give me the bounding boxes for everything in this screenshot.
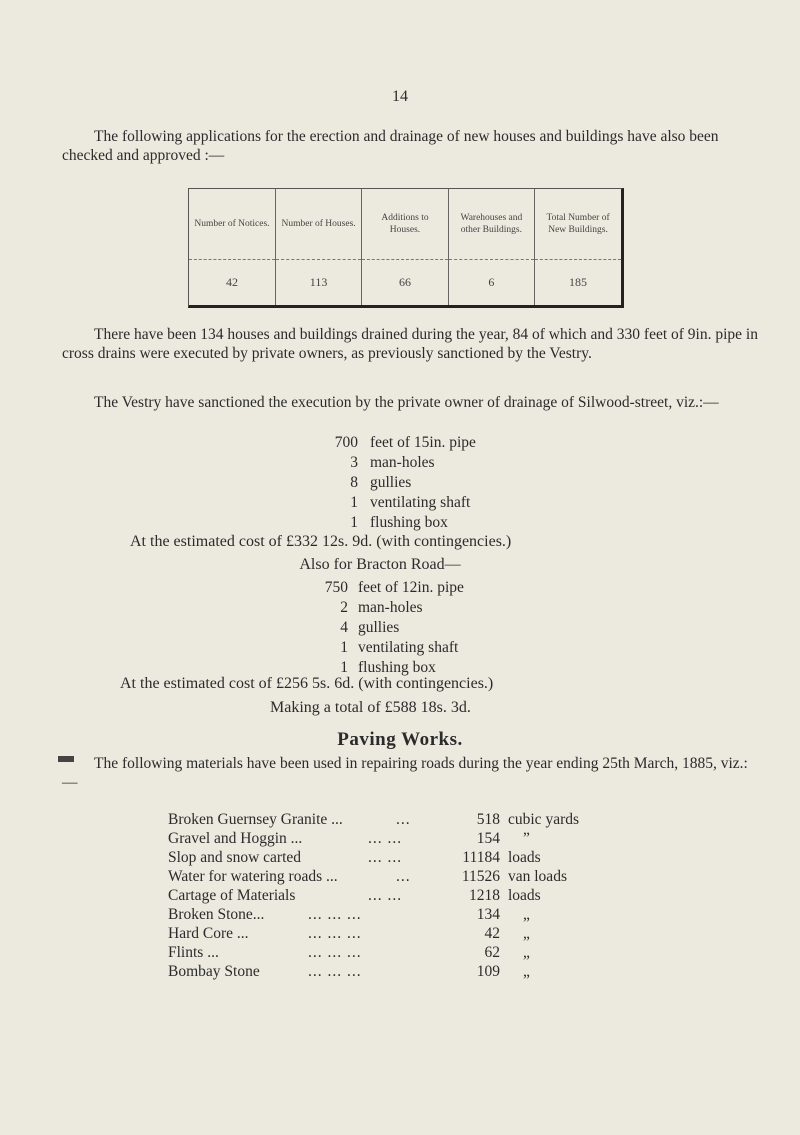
material-name: Slop and snow carted — [168, 849, 302, 866]
value-notices: 42 — [189, 260, 275, 306]
material-unit: „ — [523, 944, 530, 961]
leader-dots: ... — [396, 868, 411, 885]
material-name: Water for watering roads ... — [168, 868, 338, 885]
material-name: Broken Stone... — [168, 906, 265, 923]
material-value: 154 — [476, 830, 500, 847]
list-item — [168, 849, 668, 868]
list-item — [0, 578, 800, 597]
list-item — [168, 830, 668, 849]
material-value: 62 — [484, 944, 500, 961]
list-item — [0, 473, 800, 492]
material-value: 134 — [476, 906, 500, 923]
material-unit: „ — [523, 906, 530, 923]
value-additions: 66 — [362, 260, 448, 306]
header-houses: Number of Houses. — [275, 189, 361, 260]
item-description: feet of 15in. pipe — [370, 434, 476, 451]
item-quantity: 4 — [340, 619, 348, 636]
leader-dots: ... ... ... — [308, 906, 362, 923]
total-line: Making a total of £588 18s. 3d. — [270, 699, 471, 716]
material-value: 109 — [476, 963, 500, 980]
leader-dots: ... ... ... — [308, 963, 362, 980]
item-quantity: 1 — [350, 494, 358, 511]
header-warehouses: Warehouses and other Buildings. — [448, 189, 534, 260]
leader-dots: ... ... — [368, 849, 403, 866]
item-quantity: 1 — [350, 514, 358, 531]
value-warehouses: 6 — [448, 260, 534, 306]
item-quantity: 1 — [340, 639, 348, 656]
material-name: Hard Core ... — [168, 925, 249, 942]
paving-heading: Paving Works. — [337, 729, 463, 750]
list-item — [0, 598, 800, 617]
material-unit: cubic yards — [508, 811, 580, 828]
list-item — [0, 638, 800, 657]
item-quantity: 2 — [340, 599, 348, 616]
list-item — [168, 925, 668, 944]
item-description: gullies — [358, 619, 400, 636]
material-name: Gravel and Hoggin ... — [168, 830, 303, 847]
material-unit: van loads — [508, 868, 567, 885]
list-item — [0, 493, 800, 512]
material-unit: loads — [508, 887, 541, 904]
material-value: 518 — [476, 811, 500, 828]
material-name: Flints ... — [168, 944, 219, 961]
material-unit: „ — [523, 925, 530, 942]
material-value: 11184 — [462, 849, 500, 866]
bracton-cost: At the estimated cost of £256 5s. 6d. (with contingencies.) — [120, 675, 494, 692]
table-row — [189, 260, 621, 306]
material-unit: „ — [523, 963, 530, 980]
list-item — [0, 433, 800, 452]
list-item — [168, 906, 668, 925]
item-description: flushing box — [370, 514, 448, 531]
item-description: man-holes — [358, 599, 423, 616]
item-description: gullies — [370, 474, 412, 491]
intro-paragraph: The following applications for the erection and drainage of new houses and buildings have also been checked and approved :— — [62, 128, 719, 164]
list-item — [168, 944, 668, 963]
table-header-row — [189, 189, 621, 260]
leader-dots: ... ... ... — [308, 925, 362, 942]
item-quantity: 8 — [350, 474, 358, 491]
item-description: man-holes — [370, 454, 435, 471]
list-item — [168, 887, 668, 906]
material-value: 11526 — [461, 868, 500, 885]
material-name: Cartage of Materials — [168, 887, 296, 904]
silwood-cost: At the estimated cost of £332 12s. 9d. (with contingencies.) — [130, 533, 512, 550]
bracton-intro: Also for Bracton Road— — [299, 556, 461, 573]
item-description: ventilating shaft — [370, 494, 471, 511]
paving-paragraph: The following materials have been used in repairing roads during the year ending 25th March, 1885, viz.:— — [62, 755, 748, 791]
list-item — [0, 618, 800, 637]
value-total: 185 — [569, 275, 588, 289]
vestry-paragraph: The Vestry have sanctioned the execution by the private owner of drainage of Silwood-street, viz.:— — [94, 394, 719, 411]
applications-table — [188, 188, 624, 308]
material-unit: loads — [508, 849, 541, 866]
item-description: feet of 12in. pipe — [358, 579, 464, 596]
leader-dots: ... ... — [368, 887, 403, 904]
list-item — [0, 453, 800, 472]
material-value: 42 — [484, 925, 500, 942]
leader-dots: ... ... — [368, 830, 403, 847]
value-houses: 113 — [275, 260, 361, 306]
header-total: Total Number of New Buildings. — [535, 189, 621, 260]
material-name: Bombay Stone — [168, 963, 260, 980]
header-notices: Number of Notices. — [189, 189, 275, 260]
list-item — [168, 811, 668, 830]
item-quantity: 1 — [340, 659, 348, 676]
material-value: 1218 — [469, 887, 500, 904]
leader-dots: ... — [396, 811, 411, 828]
item-quantity: 750 — [324, 579, 348, 596]
item-description: flushing box — [358, 659, 436, 676]
list-item — [0, 513, 800, 532]
list-item — [168, 868, 668, 887]
item-quantity: 700 — [334, 434, 358, 451]
leader-dots: ... ... ... — [308, 944, 362, 961]
material-name: Broken Guernsey Granite ... — [168, 811, 343, 828]
list-item — [168, 963, 668, 982]
page-number: 14 — [392, 88, 408, 105]
item-description: ventilating shaft — [358, 639, 459, 656]
header-additions: Additions to Houses. — [362, 189, 448, 260]
item-quantity: 3 — [350, 454, 358, 471]
drained-paragraph: There have been 134 houses and buildings drained during the year, 84 of which and 330 feet of 9in. pipe in cross drains were executed by private owners, as previously sanctioned by the Vestry. — [62, 326, 758, 362]
material-unit: ” — [523, 830, 530, 847]
